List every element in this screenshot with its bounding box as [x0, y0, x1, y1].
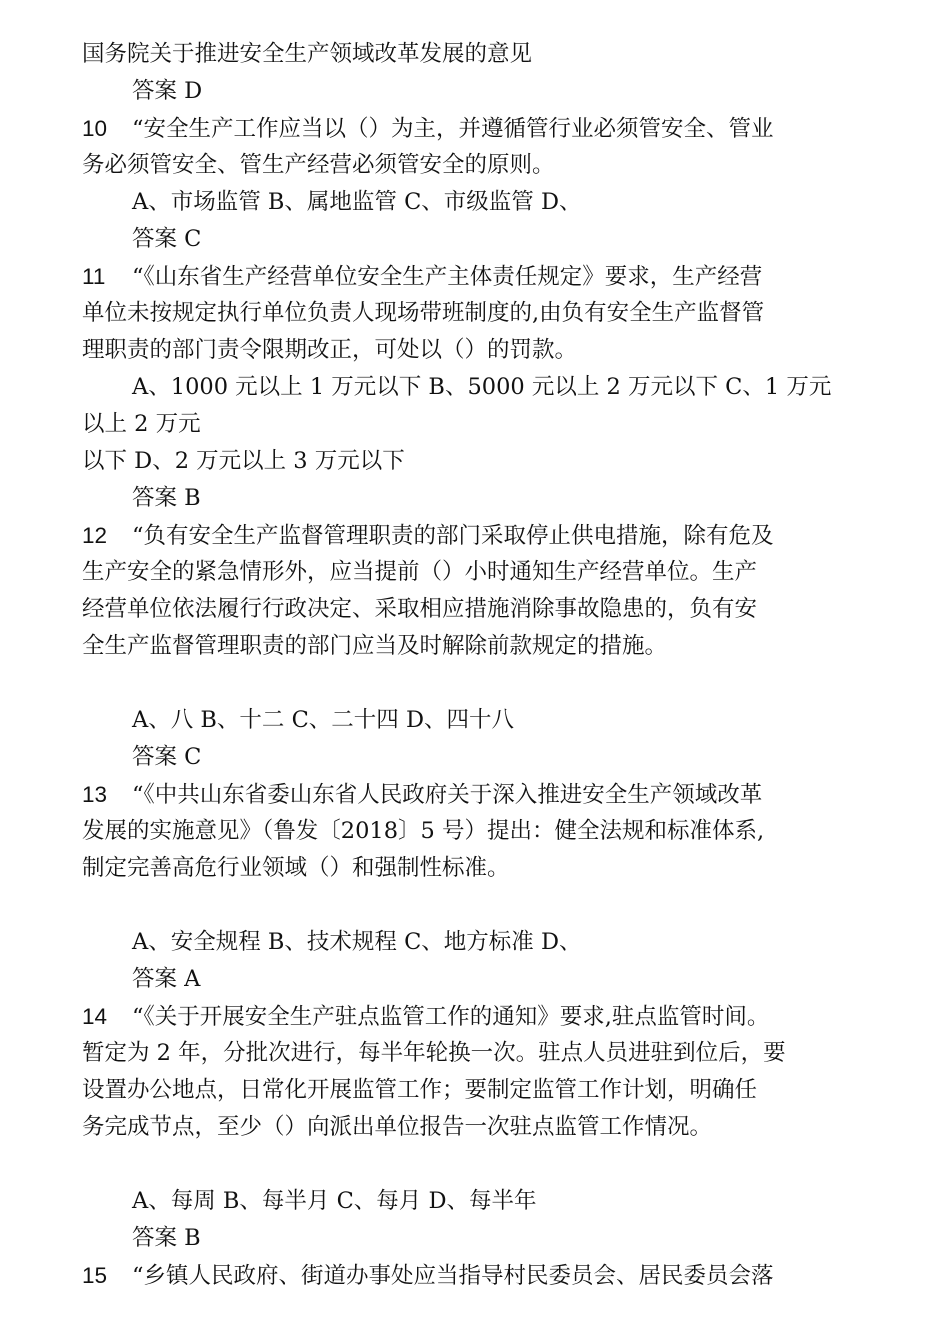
options-text: A、安全规程 B、技术规程 C、地方标准 D、 [132, 929, 582, 955]
blank-line [82, 887, 872, 924]
question-text: “安全生产工作应当以（）为主，并遵循管行业必须管安全、管业 [132, 116, 774, 142]
text-line [82, 554, 872, 591]
body-text: 以上 2 万元 [82, 411, 201, 437]
question-line [82, 1257, 872, 1294]
body-text: 单位未按规定执行单位负责人现场带班制度的,由负有安全生产监督管 [82, 300, 765, 326]
answer-text: 答案 B [132, 485, 201, 511]
answer-text: 答案 D [132, 78, 203, 104]
options-line [82, 184, 872, 221]
options-line [82, 702, 872, 739]
blank-line [82, 1146, 872, 1183]
question-number: 14 [82, 1004, 108, 1029]
text-line [82, 406, 872, 443]
options-text: A、1000 元以上 1 万元以下 B、5000 元以上 2 万元以下 C、1 万元 [132, 374, 832, 400]
question-number: 10 [82, 116, 108, 141]
body-text: 以下 D、2 万元以上 3 万元以下 [82, 448, 405, 474]
question-line [82, 998, 872, 1035]
question-line [82, 776, 872, 813]
body-text: 制定完善高危行业领域（）和强制性标准。 [82, 855, 510, 881]
body-text: 国务院关于推进安全生产领域改革发展的意见 [82, 41, 533, 67]
text-line [82, 850, 872, 887]
options-text: A、每周 B、每半月 C、每月 D、每半年 [132, 1188, 537, 1214]
body-text: 设置办公地点，日常化开展监管工作；要制定监管工作计划，明确任 [82, 1077, 758, 1103]
answer-text: 答案 A [132, 966, 201, 992]
question-line [82, 517, 872, 554]
text-line [82, 295, 872, 332]
question-text: “《山东省生产经营单位安全生产主体责任规定》要求，生产经营 [132, 264, 763, 290]
question-number: 15 [82, 1263, 108, 1288]
options-line [82, 1183, 872, 1220]
answer-line [82, 1220, 872, 1257]
text-line [82, 147, 872, 184]
answer-text: 答案 C [132, 226, 202, 252]
text-line [82, 1109, 872, 1146]
body-text: 生产安全的紧急情形外，应当提前（）小时通知生产经营单位。生产 [82, 559, 758, 585]
question-line [82, 110, 872, 147]
text-line [82, 628, 872, 665]
answer-line [82, 739, 872, 776]
options-line [82, 369, 872, 406]
question-text: “《中共山东省委山东省人民政府关于深入推进安全生产领域改革 [132, 782, 763, 808]
text-line [82, 332, 872, 369]
text-line [82, 813, 872, 850]
text-line [82, 1035, 872, 1072]
body-text: 理职责的部门责令限期改正，可处以（）的罚款。 [82, 337, 578, 363]
body-text: 务完成节点，至少（）向派出单位报告一次驻点监管工作情况。 [82, 1114, 713, 1140]
question-line [82, 258, 872, 295]
options-text: A、八 B、十二 C、二十四 D、四十八 [132, 707, 514, 733]
question-number: 11 [82, 264, 106, 289]
body-text: 发展的实施意见》（鲁发〔2018〕5 号）提出：健全法规和标准体系, [82, 818, 765, 844]
question-text: “《关于开展安全生产驻点监管工作的通知》要求,驻点监管时间。 [132, 1004, 770, 1030]
document-page [82, 36, 872, 1294]
question-text: “负有安全生产监督管理职责的部门采取停止供电措施，除有危及 [132, 523, 774, 549]
answer-text: 答案 C [132, 744, 202, 770]
answer-line [82, 221, 872, 258]
answer-text: 答案 B [132, 1225, 201, 1251]
options-text: A、市场监管 B、属地监管 C、市级监管 D、 [132, 189, 582, 215]
text-line [82, 36, 872, 73]
options-line [82, 924, 872, 961]
body-text: 暂定为 2 年，分批次进行，每半年轮换一次。驻点人员进驻到位后，要 [82, 1040, 786, 1066]
answer-line [82, 73, 872, 110]
text-line [82, 443, 872, 480]
body-text: 务必须管安全、管生产经营必须管安全的原则。 [82, 152, 555, 178]
question-number: 12 [82, 523, 108, 548]
answer-line [82, 480, 872, 517]
answer-line [82, 961, 872, 998]
question-number: 13 [82, 782, 108, 807]
body-text: 经营单位依法履行行政决定、采取相应措施消除事故隐患的，负有安 [82, 596, 758, 622]
text-line [82, 1072, 872, 1109]
body-text: 全生产监督管理职责的部门应当及时解除前款规定的措施。 [82, 633, 668, 659]
text-line [82, 591, 872, 628]
blank-line [82, 665, 872, 702]
question-text: “乡镇人民政府、街道办事处应当指导村民委员会、居民委员会落 [132, 1263, 774, 1289]
